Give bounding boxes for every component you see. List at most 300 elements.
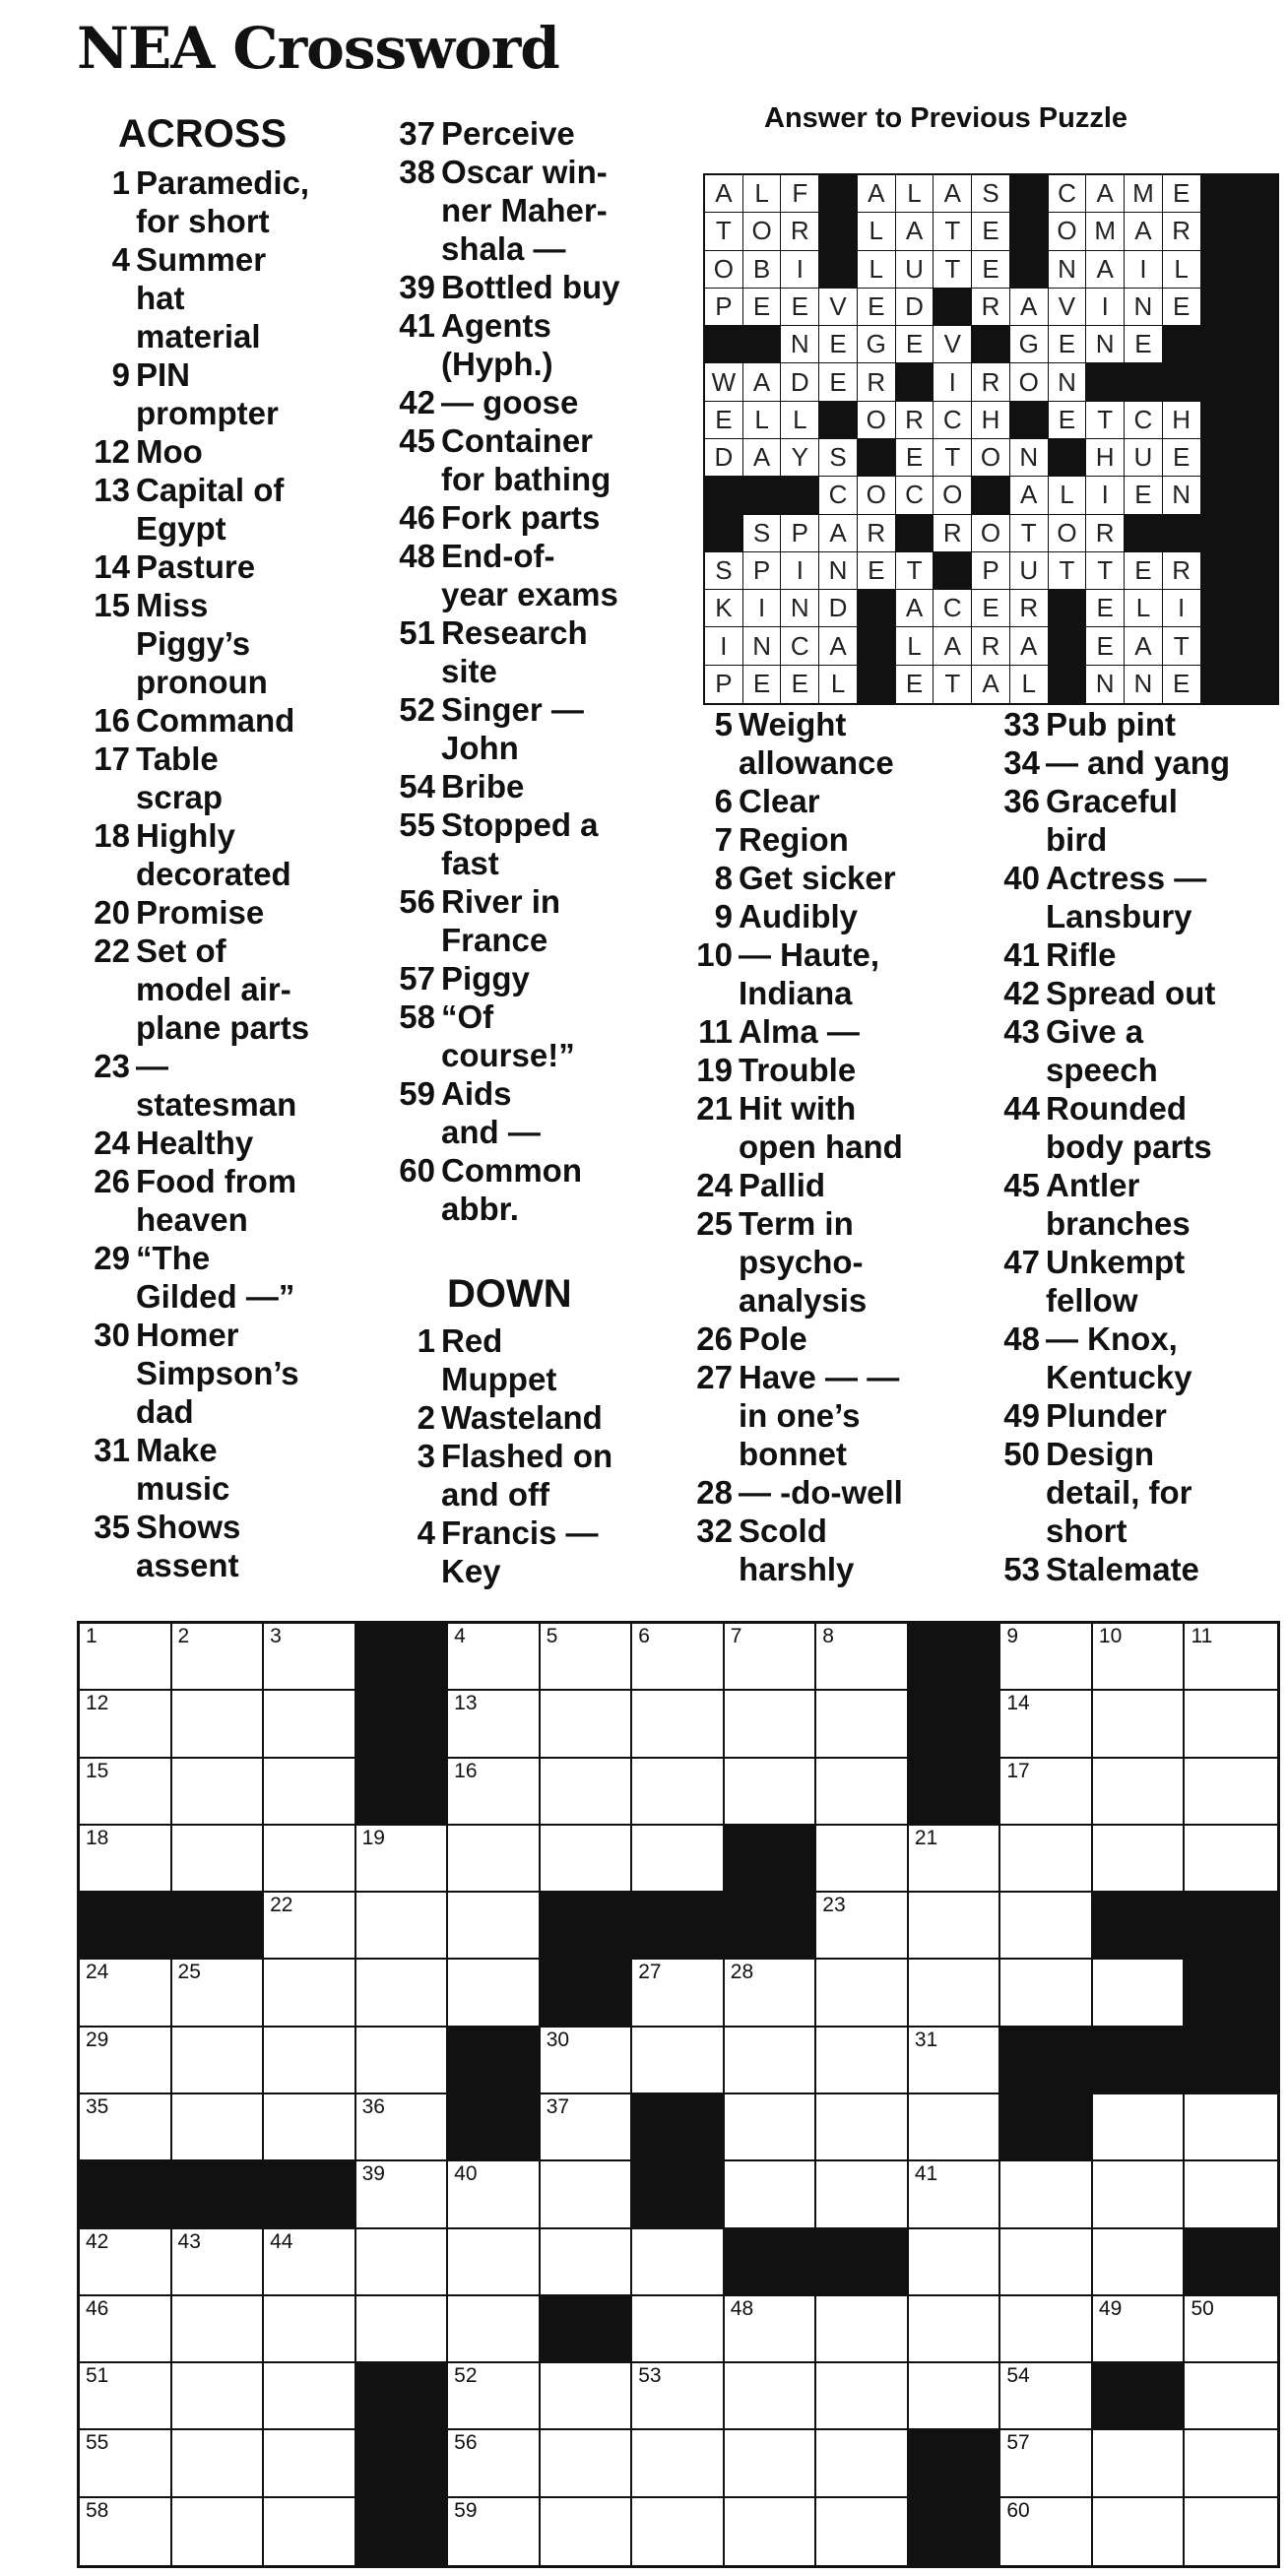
grid-cell[interactable] [172, 2296, 265, 2363]
grid-cell[interactable] [356, 2094, 449, 2161]
clue [679, 859, 975, 897]
grid-cell[interactable] [725, 2498, 817, 2565]
cell-number: 3 [270, 1625, 282, 1647]
answer-cell: G [858, 326, 896, 363]
clue-text: End-of- year exams [441, 538, 618, 612]
clue-number: 17 [94, 741, 130, 777]
answer-cell: P [705, 289, 743, 326]
clue [382, 1074, 677, 1151]
previous-answer-grid [703, 173, 1279, 705]
clue [987, 974, 1282, 1012]
grid-cell[interactable] [816, 1893, 909, 1960]
clue-number: 53 [1003, 1551, 1040, 1587]
grid-cell[interactable] [1185, 1691, 1277, 1758]
answer-block-cell [1239, 439, 1277, 477]
clue [987, 705, 1282, 743]
grid-cell[interactable] [356, 1826, 449, 1893]
grid-cell[interactable] [909, 2094, 1001, 2161]
answer-cell: E [1125, 552, 1163, 590]
grid-cell[interactable] [541, 1826, 633, 1893]
grid-cell[interactable] [1093, 1759, 1186, 1826]
grid-block-cell [632, 2161, 725, 2228]
grid-cell[interactable] [632, 2498, 725, 2565]
grid-cell[interactable] [1000, 2161, 1093, 2228]
clue [77, 432, 362, 471]
clue-number: 13 [94, 472, 130, 508]
clue-text: Red Muppet [441, 1322, 557, 1397]
answer-block-cell [1049, 666, 1087, 703]
grid-cell[interactable] [1000, 2363, 1093, 2430]
answer-cell: A [705, 175, 743, 213]
clue [382, 153, 677, 268]
answer-cell: S [972, 175, 1010, 213]
answer-cell: R [972, 363, 1010, 401]
grid-cell[interactable] [816, 2363, 909, 2430]
answer-cell: H [1163, 402, 1201, 439]
clue-text: Weight allowance [739, 706, 894, 781]
cell-number: 41 [914, 2162, 938, 2186]
answer-cell: E [705, 402, 743, 439]
answer-block-cell [1010, 402, 1049, 439]
clue-number: 45 [399, 422, 435, 459]
grid-cell[interactable] [1185, 2094, 1277, 2161]
grid-cell[interactable] [448, 2296, 541, 2363]
grid-cell[interactable] [80, 2363, 172, 2430]
grid-cell[interactable] [1093, 2094, 1186, 2161]
answer-block-cell [1010, 251, 1049, 289]
grid-cell[interactable] [632, 1960, 725, 2027]
grid-cell[interactable] [632, 1826, 725, 1893]
grid-cell[interactable] [1093, 2161, 1186, 2228]
answer-cell: R [1086, 515, 1125, 552]
clue-number: 9 [111, 356, 130, 393]
cell-number: 24 [86, 1961, 109, 1984]
grid-cell[interactable] [1185, 1624, 1277, 1691]
answer-cell: C [1049, 175, 1087, 213]
grid-cell[interactable] [80, 2094, 172, 2161]
answer-cell: U [896, 251, 934, 289]
answer-block-cell [1125, 363, 1163, 401]
grid-cell[interactable] [541, 2161, 633, 2228]
clue-text: Bottled buy [441, 269, 620, 305]
grid-cell[interactable] [264, 1691, 356, 1758]
clue-text: — goose [441, 384, 579, 420]
answer-block-cell [819, 213, 858, 250]
grid-cell[interactable] [816, 2498, 909, 2565]
grid-cell[interactable] [172, 2498, 265, 2565]
clue [987, 859, 1282, 935]
grid-cell[interactable] [1000, 2430, 1093, 2497]
clue-text: Design detail, for short [1046, 1436, 1192, 1549]
cell-number: 8 [822, 1625, 834, 1647]
answer-cell: A [1010, 289, 1049, 326]
answer-cell: A [743, 363, 782, 401]
grid-cell[interactable] [909, 1960, 1001, 2027]
grid-cell[interactable] [541, 2363, 633, 2430]
grid-cell[interactable] [909, 2028, 1001, 2094]
grid-cell[interactable] [264, 1759, 356, 1826]
answer-cell: A [896, 213, 934, 250]
grid-cell[interactable] [909, 2296, 1001, 2363]
grid-cell[interactable] [448, 2498, 541, 2565]
grid-cell[interactable] [448, 1759, 541, 1826]
grid-cell[interactable] [725, 2161, 817, 2228]
grid-cell[interactable] [1000, 1759, 1093, 1826]
answer-cell: L [1163, 251, 1201, 289]
grid-cell[interactable] [448, 1826, 541, 1893]
grid-cell[interactable] [1000, 1624, 1093, 1691]
cell-number: 1 [86, 1625, 97, 1647]
grid-cell[interactable] [909, 1893, 1001, 1960]
grid-cell[interactable] [172, 1826, 265, 1893]
grid-block-cell [1185, 2028, 1277, 2094]
answer-cell: I [781, 251, 819, 289]
grid-cell[interactable] [172, 1691, 265, 1758]
grid-cell[interactable] [448, 1960, 541, 2027]
answer-cell: E [1049, 326, 1087, 363]
answer-cell: L [819, 666, 858, 703]
clue [987, 1320, 1282, 1396]
clue-number: 35 [94, 1509, 130, 1545]
grid-cell[interactable] [725, 2430, 817, 2497]
grid-cell[interactable] [80, 2296, 172, 2363]
grid-block-cell [356, 2430, 449, 2497]
grid-cell[interactable] [80, 1624, 172, 1691]
grid-cell[interactable] [448, 1624, 541, 1691]
clue [382, 882, 677, 959]
answer-cell: C [819, 477, 858, 514]
answer-cell: L [896, 627, 934, 665]
grid-cell[interactable] [80, 2430, 172, 2497]
answer-cell: T [934, 213, 972, 250]
clue [987, 1089, 1282, 1166]
answer-cell: R [1010, 590, 1049, 627]
answer-block-cell [1163, 515, 1201, 552]
grid-cell[interactable] [1000, 1960, 1093, 2027]
answer-block-cell [1201, 289, 1240, 326]
clue-number: 28 [696, 1474, 733, 1511]
grid-cell[interactable] [1000, 2296, 1093, 2363]
grid-cell[interactable] [816, 2028, 909, 2094]
grid-cell[interactable] [725, 1691, 817, 1758]
clue-text: Unkempt fellow [1046, 1244, 1186, 1319]
grid-cell[interactable] [725, 1960, 817, 2027]
grid-cell[interactable] [541, 1624, 633, 1691]
crossword-grid [77, 1621, 1280, 2568]
grid-block-cell [356, 2363, 449, 2430]
grid-cell[interactable] [172, 2094, 265, 2161]
grid-cell[interactable] [632, 2028, 725, 2094]
grid-cell[interactable] [356, 2229, 449, 2296]
grid-cell[interactable] [632, 2229, 725, 2296]
grid-cell[interactable] [356, 1893, 449, 1960]
grid-cell[interactable] [448, 2161, 541, 2228]
grid-cell[interactable] [541, 2229, 633, 2296]
grid-cell[interactable] [1185, 2296, 1277, 2363]
grid-cell[interactable] [816, 1624, 909, 1691]
grid-cell[interactable] [1000, 1691, 1093, 1758]
grid-cell[interactable] [816, 1960, 909, 2027]
grid-cell[interactable] [816, 2094, 909, 2161]
clue [987, 743, 1282, 782]
grid-cell[interactable] [541, 2094, 633, 2161]
grid-cell[interactable] [172, 1960, 265, 2027]
grid-block-cell [1185, 1893, 1277, 1960]
clue-text: Miss Piggy’s pronoun [136, 587, 268, 700]
grid-cell[interactable] [1093, 2229, 1186, 2296]
grid-cell[interactable] [80, 1960, 172, 2027]
answer-block-cell [972, 326, 1010, 363]
answer-block-cell [1163, 326, 1201, 363]
answer-cell: R [1163, 213, 1201, 250]
grid-cell[interactable] [448, 2430, 541, 2497]
clue [987, 935, 1282, 974]
clue-text: — and yang [1046, 744, 1231, 781]
clue [382, 1437, 677, 1513]
clue-number: 42 [1003, 975, 1040, 1011]
grid-cell[interactable] [909, 1826, 1001, 1893]
grid-cell[interactable] [1185, 1759, 1277, 1826]
answer-block-cell [1010, 175, 1049, 213]
answer-block-cell [705, 477, 743, 514]
grid-block-cell [541, 1960, 633, 2027]
grid-cell[interactable] [816, 2430, 909, 2497]
grid-cell[interactable] [80, 1691, 172, 1758]
clue [77, 163, 362, 240]
answer-cell: E [1163, 666, 1201, 703]
grid-cell[interactable] [264, 2229, 356, 2296]
grid-cell[interactable] [909, 2363, 1001, 2430]
grid-cell[interactable] [909, 2229, 1001, 2296]
grid-cell[interactable] [725, 1624, 817, 1691]
across-heading: ACROSS [118, 112, 288, 156]
grid-cell[interactable] [1093, 1624, 1186, 1691]
grid-cell[interactable] [632, 2430, 725, 2497]
grid-cell[interactable] [541, 1691, 633, 1758]
clue-text: Trouble [739, 1052, 857, 1088]
grid-cell[interactable] [264, 2430, 356, 2497]
answer-block-cell [1201, 627, 1240, 665]
answer-cell: A [1125, 627, 1163, 665]
grid-cell[interactable] [264, 1960, 356, 2027]
answer-cell: I [934, 363, 972, 401]
grid-cell[interactable] [632, 1624, 725, 1691]
clue-number: 7 [714, 821, 733, 858]
grid-block-cell [448, 2028, 541, 2094]
clue-number: 18 [94, 817, 130, 854]
answer-cell: E [1125, 477, 1163, 514]
grid-cell[interactable] [172, 2363, 265, 2430]
clue-text: Make music [136, 1432, 230, 1507]
grid-cell[interactable] [541, 2430, 633, 2497]
grid-cell[interactable] [725, 1759, 817, 1826]
grid-cell[interactable] [172, 2229, 265, 2296]
grid-cell[interactable] [725, 2363, 817, 2430]
clue-text: Fork parts [441, 499, 601, 536]
grid-cell[interactable] [816, 1759, 909, 1826]
answer-cell: D [819, 590, 858, 627]
answer-cell: L [781, 402, 819, 439]
grid-cell[interactable] [80, 1826, 172, 1893]
grid-cell[interactable] [448, 1893, 541, 1960]
answer-block-cell [1163, 363, 1201, 401]
grid-cell[interactable] [80, 2229, 172, 2296]
answer-cell: P [781, 515, 819, 552]
answer-block-cell [972, 477, 1010, 514]
clue-text: Command [136, 702, 295, 739]
cell-number: 27 [638, 1961, 662, 1984]
answer-cell: A [1086, 251, 1125, 289]
answer-cell: E [858, 289, 896, 326]
clue-text: Pole [739, 1320, 807, 1357]
grid-cell[interactable] [264, 2094, 356, 2161]
grid-cell[interactable] [80, 2028, 172, 2094]
grid-cell[interactable] [725, 2028, 817, 2094]
clue-text: — Haute, Indiana [739, 936, 880, 1011]
clue-number: 24 [94, 1125, 130, 1161]
grid-cell[interactable] [632, 1691, 725, 1758]
grid-cell[interactable] [448, 2229, 541, 2296]
clue-text: Promise [136, 894, 265, 931]
answer-cell: E [1086, 627, 1125, 665]
grid-cell[interactable] [80, 2498, 172, 2565]
grid-cell[interactable] [1185, 2363, 1277, 2430]
clue-number: 37 [399, 115, 435, 152]
grid-cell[interactable] [1093, 1691, 1186, 1758]
grid-block-cell [725, 1826, 817, 1893]
clue-text: Food from heaven [136, 1163, 297, 1238]
answer-cell: V [934, 326, 972, 363]
grid-cell[interactable] [541, 1759, 633, 1826]
clue [77, 586, 362, 701]
clue-text: Aids and — [441, 1075, 541, 1150]
grid-cell[interactable] [1093, 1960, 1186, 2027]
grid-cell[interactable] [816, 2161, 909, 2228]
grid-cell[interactable] [1185, 2430, 1277, 2497]
answer-block-cell [781, 477, 819, 514]
grid-cell[interactable] [448, 2363, 541, 2430]
answer-block-cell [1239, 289, 1277, 326]
grid-cell[interactable] [632, 2296, 725, 2363]
grid-cell[interactable] [541, 2498, 633, 2565]
grid-cell[interactable] [1093, 2498, 1186, 2565]
clue-number: 41 [1003, 936, 1040, 973]
answer-cell: O [972, 439, 1010, 477]
grid-cell[interactable] [264, 1893, 356, 1960]
grid-cell[interactable] [172, 1624, 265, 1691]
answer-block-cell [858, 666, 896, 703]
grid-cell[interactable] [725, 2296, 817, 2363]
answer-cell: N [819, 552, 858, 590]
grid-cell[interactable] [264, 2498, 356, 2565]
grid-cell[interactable] [264, 1624, 356, 1691]
answer-cell: M [1125, 175, 1163, 213]
answer-block-cell [1049, 627, 1087, 665]
grid-cell[interactable] [816, 1691, 909, 1758]
answer-block-cell [819, 251, 858, 289]
grid-cell[interactable] [448, 1691, 541, 1758]
grid-cell[interactable] [1093, 2296, 1186, 2363]
grid-cell[interactable] [541, 2028, 633, 2094]
grid-cell[interactable] [909, 2161, 1001, 2228]
answer-block-cell [1201, 402, 1240, 439]
grid-cell[interactable] [356, 2161, 449, 2228]
answer-cell: E [743, 289, 782, 326]
clue-number: 8 [714, 860, 733, 896]
cell-number: 13 [454, 1692, 478, 1715]
grid-cell[interactable] [172, 2430, 265, 2497]
answer-cell: T [705, 213, 743, 250]
grid-cell[interactable] [172, 2028, 265, 2094]
grid-cell[interactable] [356, 2296, 449, 2363]
grid-cell[interactable] [816, 1826, 909, 1893]
grid-cell[interactable] [356, 1960, 449, 2027]
clue-number: 22 [94, 933, 130, 969]
clue [382, 959, 677, 998]
answer-cell: L [1049, 477, 1087, 514]
grid-cell[interactable] [80, 1759, 172, 1826]
grid-cell[interactable] [632, 2363, 725, 2430]
grid-cell[interactable] [1000, 1826, 1093, 1893]
clue [77, 1239, 362, 1316]
clue-text: Have — — in one’s bonnet [739, 1359, 900, 1472]
grid-block-cell [909, 1624, 1001, 1691]
answer-block-cell [743, 326, 782, 363]
cell-number: 48 [730, 2296, 754, 2320]
grid-cell[interactable] [816, 2296, 909, 2363]
grid-cell[interactable] [264, 2296, 356, 2363]
grid-cell[interactable] [1000, 2229, 1093, 2296]
grid-cell[interactable] [1185, 2498, 1277, 2565]
clue-number: 34 [1003, 744, 1040, 781]
grid-block-cell [80, 1893, 172, 1960]
grid-cell[interactable] [1093, 1826, 1186, 1893]
answer-cell: P [972, 552, 1010, 590]
answer-cell: O [743, 213, 782, 250]
clue [382, 1321, 677, 1398]
cell-number: 25 [177, 1961, 201, 1984]
grid-cell[interactable] [264, 2363, 356, 2430]
answer-cell: E [1049, 402, 1087, 439]
grid-cell[interactable] [1000, 2498, 1093, 2565]
answer-cell: E [819, 326, 858, 363]
grid-cell[interactable] [632, 1759, 725, 1826]
grid-cell[interactable] [264, 2028, 356, 2094]
grid-cell[interactable] [725, 2094, 817, 2161]
cell-number: 44 [270, 2229, 293, 2253]
answer-cell: N [1010, 439, 1049, 477]
grid-cell[interactable] [356, 2028, 449, 2094]
clue-number: 50 [1003, 1436, 1040, 1472]
grid-cell[interactable] [1000, 1893, 1093, 1960]
grid-cell[interactable] [1185, 1826, 1277, 1893]
clue-text: — statesman [136, 1048, 297, 1123]
grid-cell[interactable] [1185, 2161, 1277, 2228]
answer-cell: R [972, 627, 1010, 665]
clue-text: Oscar win- ner Maher- shala — [441, 154, 608, 267]
answer-block-cell [1201, 590, 1240, 627]
clue [987, 1396, 1282, 1435]
grid-block-cell [632, 1893, 725, 1960]
grid-cell[interactable] [264, 1826, 356, 1893]
grid-cell[interactable] [1093, 2430, 1186, 2497]
clue-text: Pallid [739, 1167, 826, 1203]
answer-cell: T [896, 552, 934, 590]
answer-cell: O [1049, 213, 1087, 250]
answer-cell: S [743, 515, 782, 552]
grid-cell[interactable] [172, 1759, 265, 1826]
answer-cell: F [781, 175, 819, 213]
